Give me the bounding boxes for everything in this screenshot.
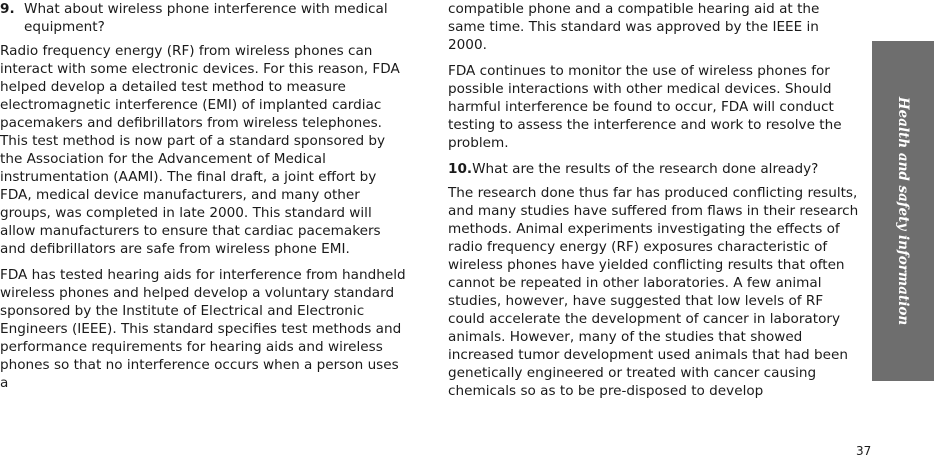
left-column xyxy=(0,0,410,400)
section-tab-label: Health and safety information xyxy=(895,96,911,326)
body-paragraph: Radio frequency energy (RF) from wireless phones can interact with some electronic devices. For this reason, FDA helped develop a detailed test method to measure electromagnetic interference (EMI) of implanted cardiac pacemakers and defibrillators from wireless telephones. This test method is now part of a standard sponsored by the Association for the Advancement of Medical instrumentation (AAMI). The final draft, a joint effort by FDA, medical device manufacturers, and many other groups, was completed in late 2000. This standard will allow manufacturers to ensure that cardiac pacemakers and defibrillators are safe from wireless phone EMI. xyxy=(0,43,400,257)
question-heading-9 xyxy=(0,0,410,36)
body-paragraph: The research done thus far has produced conflicting results, and many studies have suffered from flaws in their research methods. Animal experiments investigating the effects of radio frequency energy (RF) exposures characteristic of wireless phones have yielded conflicting results that often cannot be repeated in other laboratories. A few animal studies, however, have suggested that low levels of RF could accelerate the development of cancer in laboratory animals. However, many of the studies that showed increased tumor development used animals that had been genetically engineered or treated with cancer causing chemicals so as to be pre-disposed to develop xyxy=(448,185,859,399)
question-text: What are the results of the research done already? xyxy=(472,161,819,177)
body-paragraph: FDA continues to monitor the use of wireless phones for possible interactions with other medical devices. Should harmful interference be found to occur, FDA will conduct testing to assess the interference and work to resolve the problem. xyxy=(448,63,842,151)
page-number: 37 xyxy=(856,444,872,458)
question-number: 9. xyxy=(0,1,15,17)
body-paragraph: compatible phone and a compatible hearing aid at the same time. This standard was approved by the IEEE in 2000. xyxy=(448,1,820,53)
right-column xyxy=(448,0,860,408)
question-heading-10 xyxy=(448,160,860,178)
section-side-tab xyxy=(872,41,934,381)
question-text: What about wireless phone interference with medical equipment? xyxy=(24,1,388,35)
body-paragraph: FDA has tested hearing aids for interference from handheld wireless phones and helped develop a voluntary standard sponsored by the Institute of Electrical and Electronic Engineers (IEEE). This standard specifies test methods and performance requirements for hearing aids and wireless phones so that no interference occurs when a person uses a xyxy=(0,267,406,391)
question-number: 10. xyxy=(448,161,473,177)
